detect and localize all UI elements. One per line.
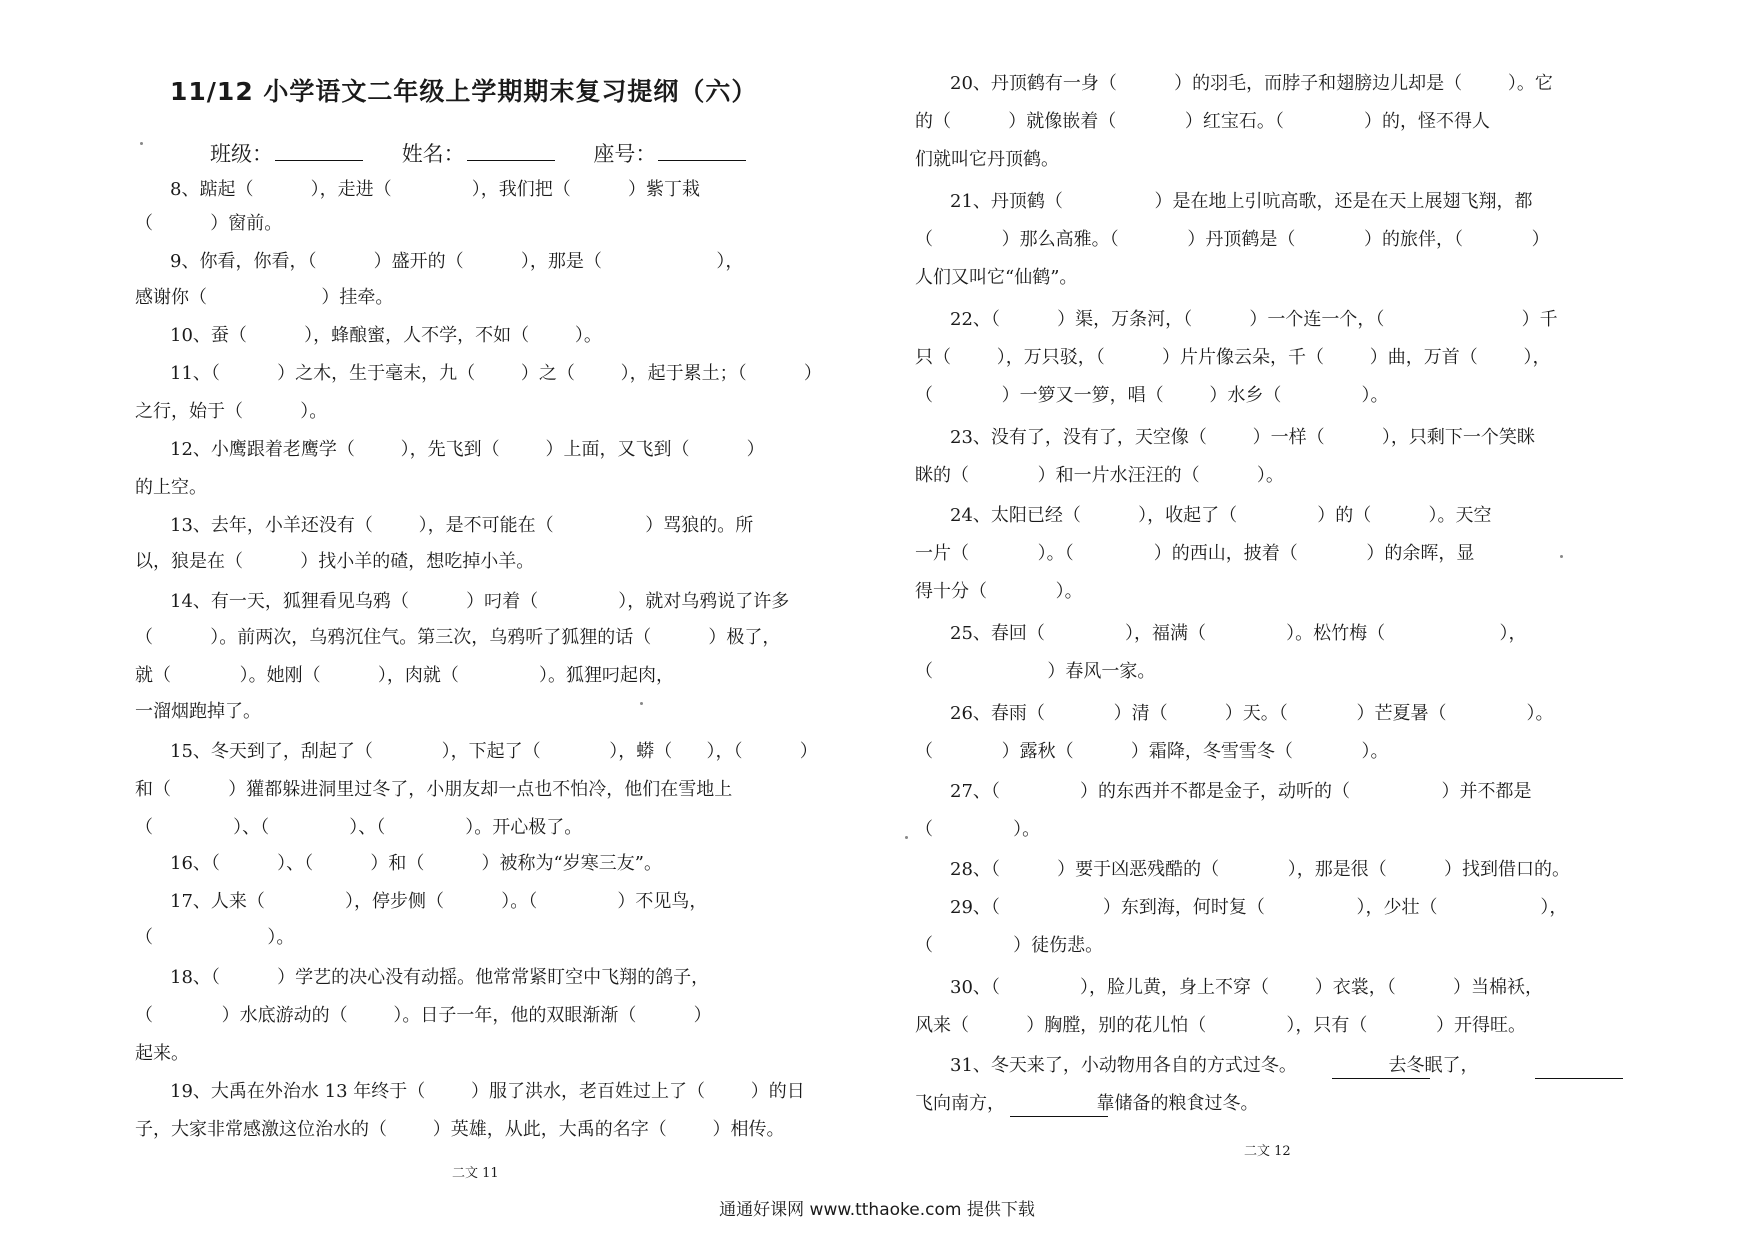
question-line: 风来（ ）胸膛，别的花儿怕（ ），只有（ ）开得旺。 xyxy=(915,1015,1526,1036)
question-line: 们就叫它丹顶鹤。 xyxy=(915,149,1059,170)
source-banner: 通通好课网 www.tthaoke.com 提供下载 xyxy=(719,1200,1035,1220)
question-line: （ ）、（ ）、（ ）。开心极了。 xyxy=(135,817,583,838)
page-footer: 二文 12 xyxy=(1244,1144,1291,1159)
question-line: 23、没有了，没有了，天空像（ ）一样（ ），只剩下一个笑眯 xyxy=(950,427,1535,448)
question-line: 24、太阳已经（ ），收起了（ ）的（ ）。天空 xyxy=(950,505,1492,526)
question-line: （ ）一箩又一箩，唱（ ）水乡（ ）。 xyxy=(915,385,1389,406)
question-line: 16、（ ）、（ ）和（ ）被称为“岁寒三友”。 xyxy=(170,853,662,874)
question-line: 18、（ ）学艺的决心没有动摇。他常常紧盯空中飞翔的鸽子， xyxy=(170,967,710,988)
question-line: 眯的（ ）和一片水汪汪的（ ）。 xyxy=(915,465,1284,486)
scan-speck xyxy=(140,142,143,145)
question-line: 得十分（ ）。 xyxy=(915,581,1083,602)
question-line: （ ）。 xyxy=(915,819,1041,840)
worksheet-title: 11/12 小学语文二年级上学期期末复习提纲（六） xyxy=(170,77,758,106)
question-line: 22、（ ）渠，万条河，（ ）一个连一个，（ ）千 xyxy=(950,309,1558,330)
name-label: 姓名： xyxy=(401,142,465,166)
question-line: 和（ ）獾都躲进洞里过冬了，小朋友却一点也不怕冷，他们在雪地上 xyxy=(135,779,733,800)
question-line: 以，狼是在（ ）找小羊的碴，想吃掉小羊。 xyxy=(135,551,535,572)
question-line: 的上空。 xyxy=(135,477,207,498)
question-line: 17、人来（ ），停步侧（ ）。（ ）不见鸟， xyxy=(170,891,708,912)
question-line: 一片（ ）。（ ）的西山，披着（ ）的余晖，显 xyxy=(915,543,1475,564)
question-line: （ ）。 xyxy=(135,927,295,948)
question-line: 12、小鹰跟着老鹰学（ ），先飞到（ ）上面，又飞到（ ） xyxy=(170,439,765,460)
question-line: 21、丹顶鹤（ ）是在地上引吭高歌，还是在天上展翅飞翔，都 xyxy=(950,191,1533,212)
question-line: 19、大禹在外治水 13 年终于（ ）服了洪水，老百姓过上了（ ）的日 xyxy=(170,1081,805,1102)
question-line: 30、（ ），脸儿黄，身上不穿（ ）衣裳，（ ）当棉袄， xyxy=(950,977,1543,998)
scan-speck xyxy=(1560,555,1563,558)
question-line: 起来。 xyxy=(135,1043,189,1064)
question-line: 20、丹顶鹤有一身（ ）的羽毛，而脖子和翅膀边儿却是（ ）。它 xyxy=(950,73,1553,94)
scan-speck xyxy=(905,836,908,839)
question-line: 的（ ）就像嵌着（ ）红宝石。（ ）的，怪不得人 xyxy=(915,111,1490,132)
class-blank xyxy=(275,142,363,161)
answer-blank xyxy=(1010,1100,1108,1117)
question-line: （ ）春风一家。 xyxy=(915,661,1156,682)
question-line: 13、去年，小羊还没有（ ），是不可能在（ ）骂狼的。所 xyxy=(170,515,754,536)
class-label: 班级： xyxy=(210,142,273,166)
question-line: 一溜烟跑掉了。 xyxy=(135,701,261,722)
question-line: 11、（ ）之木，生于毫末，九（ ）之（ ），起于累土；（ ） xyxy=(170,363,822,384)
question-line: 29、（ ）东到海，何时复（ ），少壮（ ）， xyxy=(950,897,1568,918)
question-line: 14、有一天，狐狸看见乌鸦（ ）叼着（ ），就对乌鸦说了许多 xyxy=(170,591,790,612)
seat-blank xyxy=(658,142,746,161)
name-blank xyxy=(467,142,555,161)
question-line: 之行，始于（ ）。 xyxy=(135,401,328,422)
question-line: 10、蚕（ ），蜂酿蜜，人不学，不如（ ）。 xyxy=(170,325,602,346)
question-line: 25、春回（ ），福满（ ）。松竹梅（ ）， xyxy=(950,623,1527,644)
answer-blank xyxy=(1535,1062,1623,1079)
question-line: （ ）。前两次，乌鸦沉住气。第三次，乌鸦听了狐狸的话（ ）极了， xyxy=(135,627,781,648)
question-line: （ ）那么高雅。（ ）丹顶鹤是（ ）的旅伴，（ ） xyxy=(915,229,1550,250)
seat-label: 座号： xyxy=(593,142,657,166)
question-line: 28、（ ）要于凶恶残酷的（ ），那是很（ ）找到借口的。 xyxy=(950,859,1570,880)
question-line: （ ）露秋（ ）霜降，冬雪雪冬（ ）。 xyxy=(915,741,1389,762)
student-info-row xyxy=(210,138,778,168)
question-line: 就（ ）。她刚（ ），肉就（ ）。狐狸叼起肉， xyxy=(135,665,674,686)
question-line: 26、春雨（ ）清（ ）天。（ ）芒夏暑（ ）。 xyxy=(950,703,1554,724)
question-line: 9、你看，你看，（ ）盛开的（ ），那是（ ）， xyxy=(170,251,744,272)
question-line: 感谢你（ ）挂牵。 xyxy=(135,287,394,308)
question-line: 8、踮起（ ），走进（ ），我们把（ ）紫丁栽 xyxy=(170,179,700,200)
question-line: （ ）水底游动的（ ）。日子一年，他的双眼渐渐（ ） xyxy=(135,1005,712,1026)
question-line: （ ）徒伤悲。 xyxy=(915,935,1104,956)
question-line: 子，大家非常感激这位治水的（ ）英雄，从此，大禹的名字（ ）相传。 xyxy=(135,1119,785,1140)
scan-speck xyxy=(640,702,643,705)
question-line: 人们又叫它“仙鹤”。 xyxy=(915,267,1078,288)
question-line: 飞向南方， 靠储备的粮食过冬。 xyxy=(915,1093,1259,1114)
answer-blank xyxy=(1332,1062,1430,1079)
question-line: （ ）窗前。 xyxy=(135,213,283,234)
page-footer: 二文 11 xyxy=(452,1166,499,1181)
question-line: 只（ ），万只驳，（ ）片片像云朵，千（ ）曲，万首（ ）， xyxy=(915,347,1551,368)
question-line: 15、冬天到了，刮起了（ ），下起了（ ），蟒（ ），（ ） xyxy=(170,741,818,762)
question-line: 27、（ ）的东西并不都是金子，动听的（ ）并不都是 xyxy=(950,781,1532,802)
question-line: 31、冬天来了，小动物用各自的方式过冬。 去冬眠了， xyxy=(950,1055,1559,1076)
